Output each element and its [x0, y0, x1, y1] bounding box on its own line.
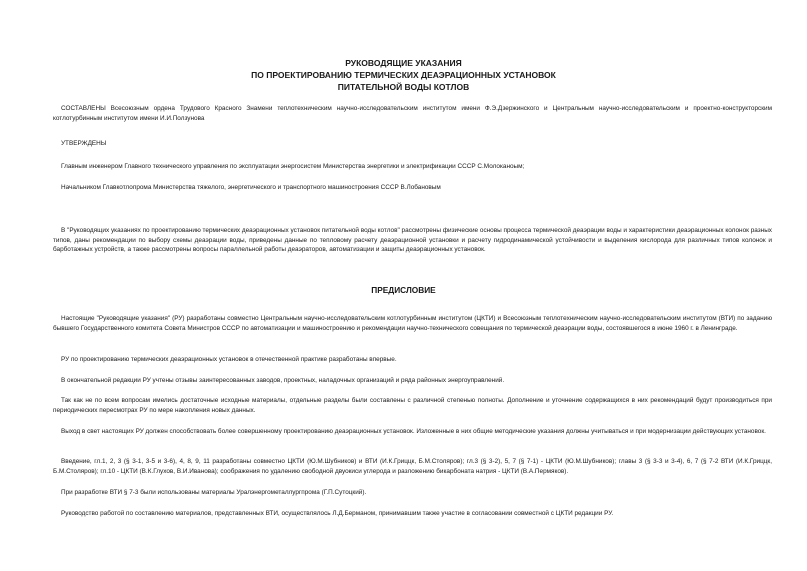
title-line-2: ПО ПРОЕКТИРОВАНИЮ ТЕРМИЧЕСКИХ ДЕАЭРАЦИОННЫХ УСТАНОВОК [251, 70, 556, 80]
approved-by-1: Главным инженером Главного технического управления по эксплуатации энергосистем Министерства энергетики и электрификации СССР С.Молоканоым; [61, 163, 525, 170]
approved-by-2: Начальником Главкотлопрома Министерства тяжелого, энергетического и транспортного машиностроения СССР В.Лобановым [61, 184, 441, 191]
preface-paragraph-7: При разработке ВТИ § 7-3 были использованы материалы Уралэнергометаллургпрома (Г.П.Сутоцкий). [61, 489, 367, 496]
preface-paragraph-4: Так как не по всем вопросам имелись достаточные исходные материалы, отдельные разделы были составлены с различной степенью полноты. Дополнение и уточнение содержащихся в них рекомендаций будут производиться при периодических пересмотрах РУ по мере накопления новых данных. [53, 397, 772, 414]
preface-paragraph-8: Руководство работой по составлению материалов, представленных ВТИ, осуществлялось Л.Д.Берманом, принимавшим также участие в согласовании совместной с ЦКТИ редакции РУ. [61, 510, 614, 517]
title-line-1: РУКОВОДЯЩИЕ УКАЗАНИЯ [345, 58, 462, 68]
preface-paragraph-6: Введение, гл.1, 2, 3 (§ 3-1, 3-5 и 3-6), 4, 8, 9, 11 разработаны совместно ЦКТИ (Ю.М.Шубников) и ВТИ (И.К.Гриццк, Б.М.Столяров); гл.3 (§ 3-2), 5, 7 (§ 7-1) - ЦКТИ (Ю.М.Шубников); главы 3 (§ 3-3 и 3-4), 6, 7 (§ 7-2 ВТИ (И.К.Гриццк, Б.М.Столяров); гл.10 - ЦКТИ (В.К.Глухов, В.И.Иванова); соображения по удалению свободной двуокиси углерода и разложению бикарбоната натрия - ЦКТИ (В.А.Пермяков). [53, 458, 772, 475]
approved-label: УТВЕРЖДЕНЫ [61, 140, 107, 147]
preface-paragraph-3: В окончательной редакции РУ учтены отзывы заинтересованных заводов, проектных, наладочных организаций и ряда районных энергоуправлений. [61, 377, 505, 384]
preface-paragraph-2: РУ по проектированию термических деаэрационных установок в отечественной практике разработаны впервые. [61, 356, 397, 363]
preface-paragraph-5: Выход в свет настоящих РУ должен способствовать более совершенному проектированию деаэрационных установок. Изложенные в них общие методические указания должны учитываться и при модернизации действующих установок. [61, 428, 766, 435]
compiled-by-paragraph: СОСТАВЛЕНЫ Всесоюзным ордена Трудового Красного Знамени теплотехническим научно-исследовательским институтом имени Ф.Э.Дзержинского и Центральным научно-исследовательским и проектно-конструкторским котлотурбинным институтом имени И.И.Ползунова [53, 105, 772, 122]
title-line-3: ПИТАТЕЛЬНОЙ ВОДЫ КОТЛОВ [337, 82, 470, 92]
preface-paragraph-1: Настоящие "Руководящие указания" (РУ) разработаны совместно Центральным научно-исследовательским котлотурбинным институтом (ЦКТИ) и Всесоюзным теплотехническим научно-исследовательским институтом (ВТИ) по заданию бывшего Государственного комитета Совета Министров СССР по автоматизации и машиностроению и рекомендации научно-технического совещания по термической деаэрации воды, состоявшегося в июне 1960 г. в Ленинграде. [53, 315, 772, 332]
preface-heading: ПРЕДИСЛОВИЕ [371, 285, 436, 295]
abstract-paragraph: В "Руководящих указаниях по проектированию термических деаэрационных установок питательной воды котлов" рассмотрены физические основы процесса термической деаэрации воды и характеристики деаэрационных колонок разных типов, даны рекомендации по выбору схемы деаэрации воды, приведены данные по тепловому расчету деаэрационной установки и расчету гидродинамической устойчивости и выделения кислорода для различных типов колонок и барботажных устройств, а также рассмотрены вопросы параллельной работы деаэраторов, автоматизации и защиты деаэрационных установок. [53, 227, 772, 253]
document-title [0, 57, 807, 93]
